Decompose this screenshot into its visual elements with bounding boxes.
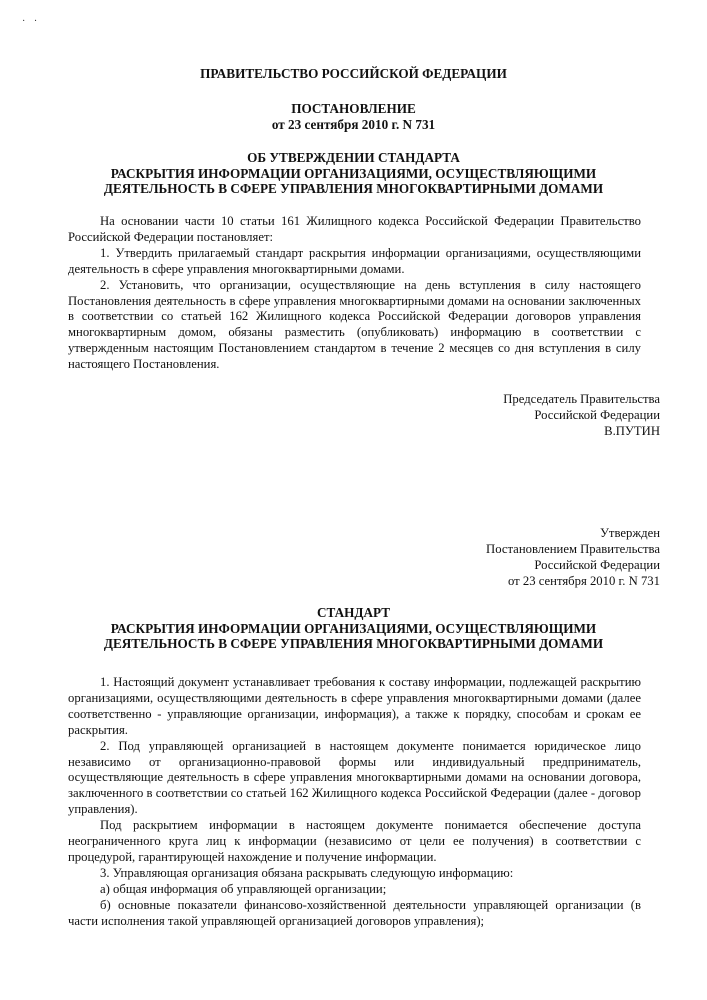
decree-body <box>68 214 641 373</box>
decree-item-1: 1. Утвердить прилагаемый стандарт раскрытия информации организациями, осуществляющими деятельность в сфере управления многоквартирными домами. <box>68 245 641 276</box>
approval-block <box>486 526 660 590</box>
standard-title-line-2: РАСКРЫТИЯ ИНФОРМАЦИИ ОРГАНИЗАЦИЯМИ, ОСУЩЕСТВЛЯЮЩИМИ <box>110 620 597 636</box>
standard-item-b: б) основные показатели финансово-хозяйственной деятельности управляющей организации (в части исполнения такой управляющей организацией договоров управления); <box>68 897 641 928</box>
decree-title-line-1: ОБ УТВЕРЖДЕНИИ СТАНДАРТА <box>247 150 460 165</box>
doc-type: ПОСТАНОВЛЕНИЕ <box>291 101 416 116</box>
standard-title <box>0 605 707 652</box>
scan-speck-icon: · · <box>22 16 41 27</box>
approval-line-1: Утвержден <box>599 526 660 540</box>
decree-title <box>0 150 707 197</box>
standard-paragraph-3: Под раскрытием информации в настоящем документе понимается обеспечение доступа неограниченного круга лиц к информации (независимо от цели ее получения) в соответствии с процедурой, гарантирующей нахождение и получение информации. <box>68 818 641 864</box>
decree-title-line-3: ДЕЯТЕЛЬНОСТЬ В СФЕРЕ УПРАВЛЕНИЯ МНОГОКВАРТИРНЫМИ ДОМАМИ <box>103 181 604 196</box>
decree-preamble: На основании части 10 статьи 161 Жилищного кодекса Российской Федерации Правительство Российской Федерации постановляет: <box>68 214 641 244</box>
standard-paragraph-1: 1. Настоящий документ устанавливает требования к составу информации, подлежащей раскрытию организациями, осуществляющими деятельность в сфере управления многоквартирными домами (далее соответственно - управляющие организации, информация), а также к порядку, способам и срокам ее раскрытия. <box>68 675 641 737</box>
approval-line-4: от 23 сентября 2010 г. N 731 <box>507 573 660 588</box>
government-header <box>0 66 707 82</box>
signature-name: В.ПУТИН <box>604 423 660 438</box>
decree-title-line-2: РАСКРЫТИЯ ИНФОРМАЦИИ ОРГАНИЗАЦИЯМИ, ОСУЩЕСТВЛЯЮЩИМИ <box>110 165 597 181</box>
standard-body <box>68 675 641 930</box>
decree-heading <box>0 101 707 132</box>
standard-paragraph-2: 2. Под управляющей организацией в настоящем документе понимается юридическое лицо независимо от организационно-правовой формы или индивидуальный предприниматель, осуществляющие деятельность в сфере управления многоквартирными домами на основании договора, заключенного в соответствии со статьей 162 Жилищного кодекса Российской Федерации (далее - договор управления). <box>68 738 641 817</box>
approval-line-3: Российской Федерации <box>534 557 660 572</box>
approval-line-2: Постановлением Правительства <box>486 541 660 556</box>
doc-date-number: от 23 сентября 2010 г. N 731 <box>271 116 436 132</box>
government-name: ПРАВИТЕЛЬСТВО РОССИЙСКОЙ ФЕДЕРАЦИИ <box>200 66 507 81</box>
standard-paragraph-4: 3. Управляющая организация обязана раскрывать следующую информацию: <box>100 865 514 880</box>
signature-block <box>503 392 660 440</box>
decree-item-2: 2. Установить, что организации, осуществляющие на день вступления в силу настоящего Постановления деятельность в сфере управления многоквартирными домами на основании заключенных в соответствии со статьей 162 Жилищного кодекса Российской Федерации договоров управления многоквартирным домом, обязаны разместить (опубликовать) информацию в соответствии с утвержденным настоящим Постановлением стандартом в течение 2 месяцев со дня вступления в силу настоящего Постановления. <box>68 277 641 372</box>
signature-country: Российской Федерации <box>534 407 660 422</box>
standard-item-a: а) общая информация об управляющей организации; <box>100 881 387 896</box>
standard-title-line-3: ДЕЯТЕЛЬНОСТЬ В СФЕРЕ УПРАВЛЕНИЯ МНОГОКВАРТИРНЫМИ ДОМАМИ <box>103 636 604 651</box>
signature-position: Председатель Правительства <box>503 392 660 406</box>
standard-title-line-1: СТАНДАРТ <box>316 605 391 620</box>
